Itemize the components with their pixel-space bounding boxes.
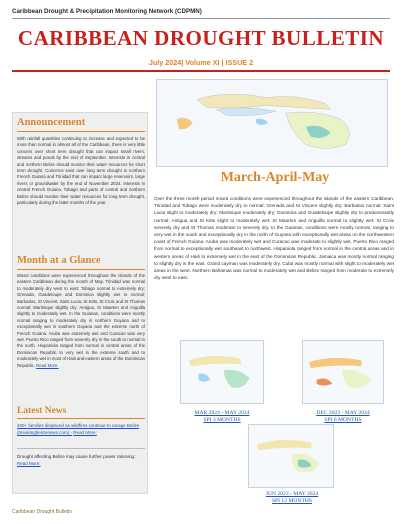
news-item-2-read-more[interactable]: Read More: (17, 460, 41, 466)
spi-12-map-graphic (249, 425, 333, 487)
spi-6-caption-label: SPI 6 MONTHS (324, 416, 362, 423)
month-at-a-glance-title: Month at a Glance (17, 255, 101, 266)
announcement-title: Announcement (17, 117, 86, 128)
spi-3-caption (170, 410, 274, 423)
bulletin-title: CARIBBEAN DROUGHT BULLETIN (17, 26, 385, 50)
month-at-a-glance-text (17, 273, 145, 369)
announcement-text: With rainfall quantities continuing to increase and expected to be more than normal in almost all of the Caribbean, there is very little concern over short term drought that can impact small rivers, streams and ponds by the end of September. Interests in central and northern Belize should monitor their water resources for short term drought. Concerns exist over long term drought in northern French Guiana and Trinidad that can impact large reservoirs, large rivers or groundwater by the end of November 2024. Interests in central French Guiana, Tobago and parts of central and northern Belize should monitor their water resources for long term drought, particularly during the latter months of the year. (17, 136, 145, 206)
spi-3-caption-label: SPI 3 MONTHS (203, 416, 241, 423)
latest-news-title: Latest News (17, 406, 67, 416)
news-item-2-text: Drought affecting Belize may cause further power rationing : (17, 454, 137, 459)
news-item-1 (17, 423, 145, 437)
title-rule (12, 70, 390, 72)
map-graphic (157, 80, 387, 166)
spi-map-main (156, 79, 388, 167)
spi-12-caption-dates: JUN 2023 - MAY 2024 (265, 491, 319, 497)
news-divider (17, 448, 145, 449)
issue-line: July 2024| Volume XI | ISSUE 2 (148, 58, 254, 67)
month-read-more-link[interactable]: Read More. (36, 362, 59, 368)
mam-heading: March-April-May (220, 170, 330, 185)
left-sidebar (12, 112, 148, 494)
footer-text: Caribbean Drought Bulletin (12, 509, 73, 515)
spi-12-caption (240, 491, 344, 504)
month-at-a-glance-body: Mixed conditions were experienced throughout the islands of the eastern Caribbean during the month of May. Trinidad was normal to moderately dry west to east; Tobago normal to extremely dry; Grenada, Guadeloupe and Dominica slightly wet to normal; Barbados, St Vincent, Saint Lucia, St Kitts, St Croix and St Thomas normal; Martinique slightly dry; Antigua, St Maarten and Anguilla slightly to moderately wet. In the Guianas, conditions were mostly normal ranging to moderately dry in northern Guyana and to exceptionally wet in southern Guyana and the extreme north of French Guiana. Aruba was extremely wet and Curacao was very wet. Puerto Rico ranged from severely dry in the south to normal in the north. Hispaniola ranged from normal in central areas of the Dominican Republic to very wet in the extreme south and to moderately wet in most of Haiti and eastern areas of the Dominican Republic. (17, 273, 146, 368)
announcement-rule (17, 131, 145, 132)
news-item-2 (17, 454, 145, 468)
latest-news-rule (17, 418, 145, 419)
spi-3-month-map (180, 340, 264, 404)
network-rule (12, 18, 390, 19)
month-at-a-glance-rule (17, 269, 145, 270)
spi-6-caption-dates: DEC 2023 - MAY 2024 (316, 410, 370, 416)
spi-12-caption-label: SPI 12 MONTHS (271, 497, 313, 504)
spi-3-caption-dates: MAR 2024 - MAY 2024 (194, 410, 250, 416)
network-name: Caribbean Drought & Precipitation Monitoring Network (CDPMN) (12, 8, 202, 15)
spi-12-month-map (248, 424, 334, 488)
news-item-1-read-more[interactable]: Read More: (73, 429, 97, 435)
news-item-1-text[interactable]: 400+ families displaced as wildfires continue to ravage Belize (breakingbelizenews.com) - (17, 423, 140, 435)
spi-6-month-map (302, 340, 384, 404)
spi-6-map-graphic (303, 341, 383, 403)
spi-6-caption (292, 410, 394, 423)
mam-text: Over the three month period mixed conditions were experienced throughout the islands of the eastern Caribbean. Trinidad and Tobago were moderately dry to normal; Grenada and St Vincent slightly dry; Barbados normal; Saint Lucia slight to moderately dry; Martinique moderately dry; Dominica and Guadeloupe slightly dry to predominantly normal; Antigua and St Kitts slight to moderately wet; St Maarten and Anguilla normal to slightly wet; St Croix severely dry and St Thomas moderate to severely dry. In the Guianas, conditions were mostly normal, ranging to very wet in the south and exceptionally dry in the north of Guyana with exceptionally wet areas on the northwestern coast of French Guiana. Aruba was moderately wet and Curacao was moderate to slightly wet. Puerto Rico ranged from normal to exceptionally wet southeast to northwest. Hispaniola ranged from normal in the central areas and in western areas of Haiti to extremely wet in the east of the Dominican Republic. Jamaica was mostly normal ranging to slightly dry in the east. Grand cayman was moderately dry. Cuba was mostly normal with slight to moderately wet areas in the west. Northern Bahamas was normal to moderately wet and Belize ranged from moderate to extremely dry west to east. (154, 196, 394, 281)
spi-3-map-graphic (181, 341, 263, 403)
